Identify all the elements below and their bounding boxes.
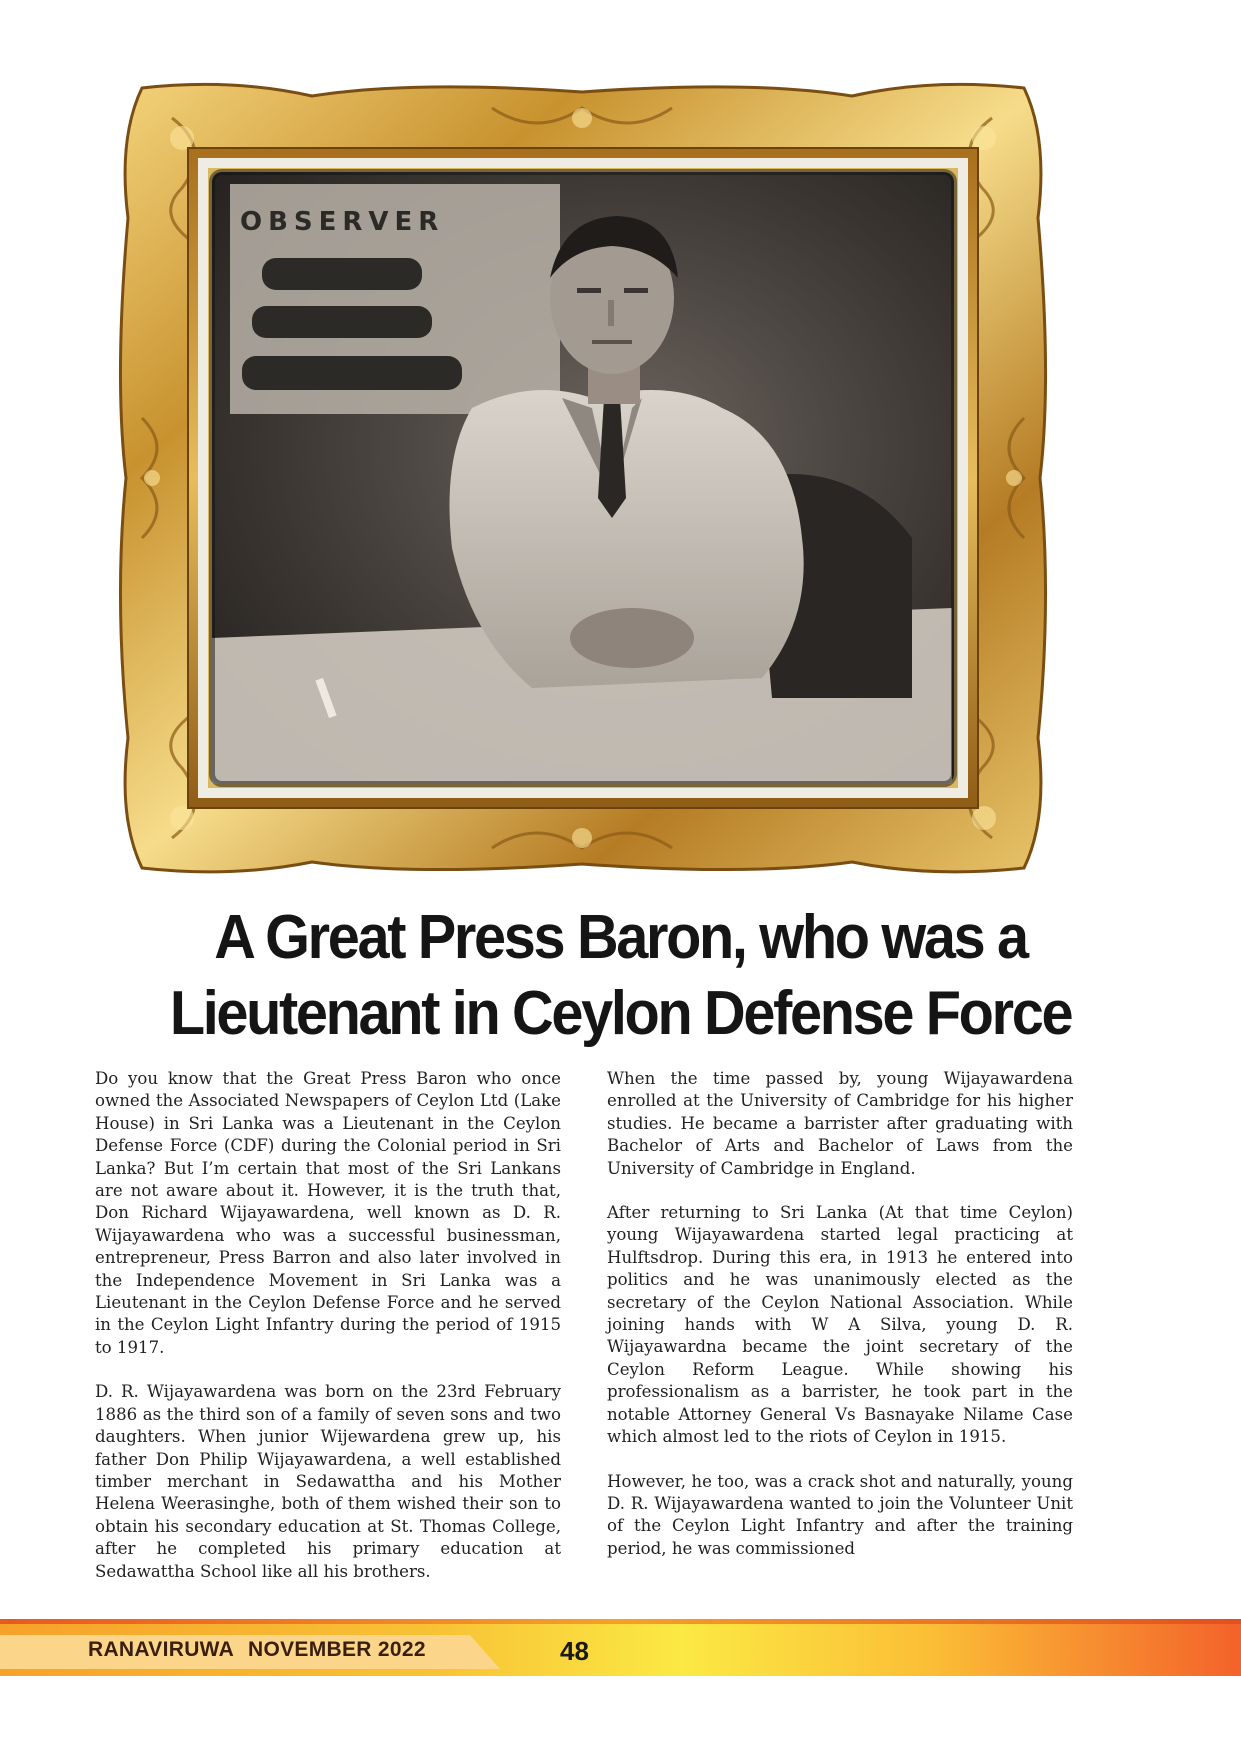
framed-portrait (112, 78, 1054, 878)
headline-line-1: A Great Press Baron, who was a (214, 903, 1027, 972)
headline-line-2: Lieutenant in Ceylon Defense Force (169, 979, 1072, 1048)
issue-date: NOVEMBER 2022 (248, 1638, 426, 1661)
observer-sign-text: OBSERVER (240, 207, 445, 237)
paragraph: After returning to Sri Lanka (At that time Ceylon) young Wijayawardena started legal practicing at Hulftsdrop. During this era, in 1913 he entered into politics and he was unanimously elected as the secretary of the Ceylon National Association. While joining hands with W A Silva, young D. R. Wijayawardna became the joint secretary of the Ceylon Reform League. While showing his professionalism as a barrister, he took part in the notable Attorney General Vs Basnayake Nilame Case which almost led to the riots of Ceylon in 1915. (607, 1203, 1073, 1447)
article-column-right (607, 1068, 1073, 1582)
page-number: 48 (560, 1636, 589, 1666)
article-headline (99, 900, 1142, 1052)
paragraph: D. R. Wijayawardena was born on the 23rd February 1886 as the third son of a family of seven sons and two daughters. When junior Wijewardena grew up, his father Don Philip Wijayawardena, a well established timber merchant in Sedawattha and his Mother Helena Weerasinghe, both of them wished their son to obtain his secondary education at St. Thomas College, after he completed his primary education at Sedawattha School like all his brothers. (95, 1382, 561, 1581)
publication-name: RANAVIRUWA (88, 1638, 235, 1661)
paragraph: Do you know that the Great Press Baron who once owned the Associated Newspapers of Ceylon Ltd (Lake House) in Sri Lanka was a Lieutenant in the Ceylon Defense Force (CDF) during the Colonial period in Sri Lanka? But I’m certain that most of the Sri Lankans are not aware about it. However, it is the truth that, Don Richard Wijayawardena, well known as D. R. Wijayawardena who was a successful businessman, entrepreneur, Press Barron and also later involved in the Independence Movement in Sri Lanka was a Lieutenant in the Ceylon Defense Force and he served in the Ceylon Light Infantry during the period of 1915 to 1917. (95, 1069, 561, 1357)
paragraph: However, he too, was a crack shot and naturally, young D. R. Wijayawardena wanted to join the Volunteer Unit of the Ceylon Light Infantry and after the training period, he was commissioned (607, 1471, 1073, 1558)
article-column-left (95, 1068, 561, 1605)
paragraph: When the time passed by, young Wijayawardena enrolled at the University of Cambridge for his higher studies. He became a barrister after graduating with Bachelor of Arts and Bachelor of Laws from the University of Cambridge in England. (607, 1069, 1073, 1178)
